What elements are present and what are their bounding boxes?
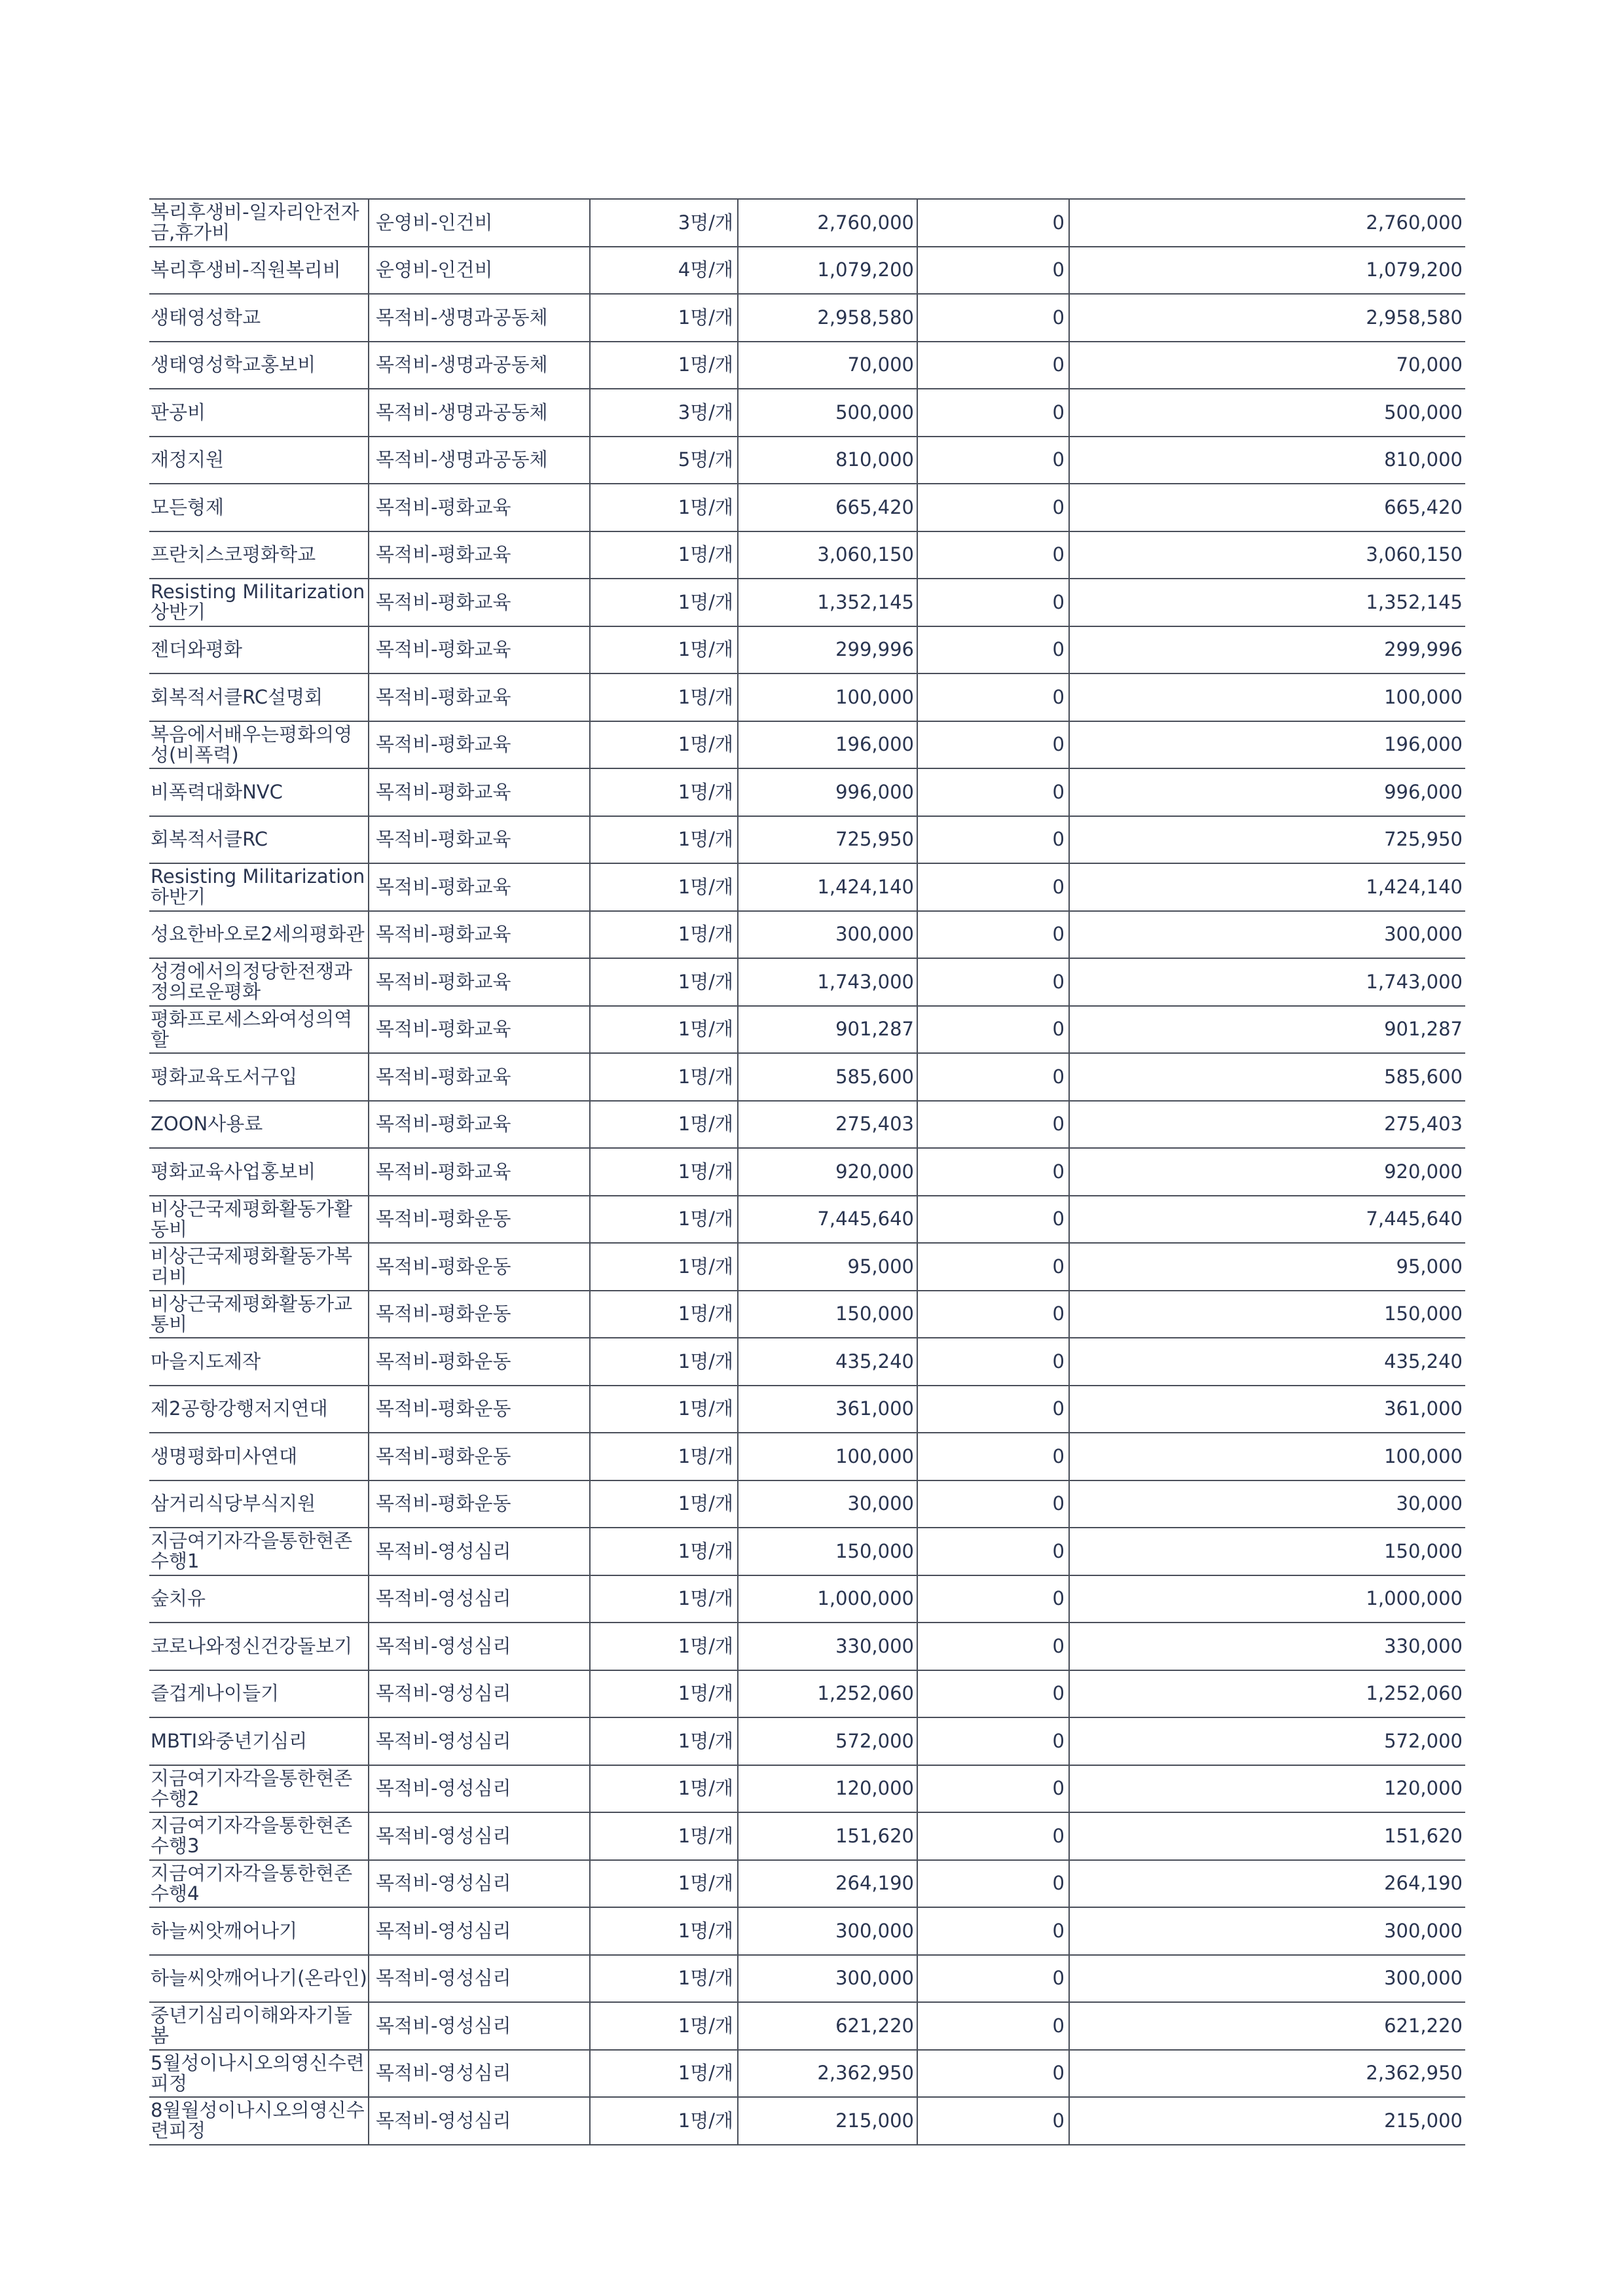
- amount-cell: 1,252,060: [738, 1670, 917, 1718]
- table-row: [149, 1338, 1465, 1386]
- total-cell: 585,600: [1069, 1053, 1465, 1101]
- category-cell: 목적비-평화교육: [369, 721, 590, 769]
- item-name-cell: 지금여기자각을통한현존수행4: [149, 1860, 369, 1908]
- budget-table-body: [149, 199, 1465, 2145]
- item-name-cell: 삼거리식당부식지원: [149, 1480, 369, 1528]
- category-cell: 목적비-평화교육: [369, 579, 590, 626]
- zero-cell: 0: [917, 1670, 1069, 1718]
- item-name-cell: 지금여기자각을통한현존수행2: [149, 1765, 369, 1813]
- zero-cell: 0: [917, 2050, 1069, 2098]
- amount-cell: 665,420: [738, 484, 917, 531]
- zero-cell: 0: [917, 342, 1069, 389]
- category-cell: 목적비-영성심리: [369, 1812, 590, 1860]
- unit-cell: 4명/개: [590, 247, 738, 295]
- table-row: [149, 1765, 1465, 1813]
- amount-cell: 572,000: [738, 1717, 917, 1765]
- amount-cell: 810,000: [738, 437, 917, 484]
- table-row: [149, 1101, 1465, 1149]
- table-row: [149, 626, 1465, 674]
- total-cell: 901,287: [1069, 1006, 1465, 1054]
- total-cell: 621,220: [1069, 2002, 1465, 2050]
- total-cell: 300,000: [1069, 1955, 1465, 2003]
- category-cell: 운영비-인건비: [369, 247, 590, 295]
- amount-cell: 196,000: [738, 721, 917, 769]
- item-name-cell: 하늘씨앗깨어나기(온라인): [149, 1955, 369, 2003]
- item-name-cell: 생태영성학교: [149, 294, 369, 342]
- table-row: [149, 484, 1465, 531]
- zero-cell: 0: [917, 1812, 1069, 1860]
- table-row: [149, 199, 1465, 247]
- category-cell: 목적비-평화교육: [369, 1006, 590, 1054]
- zero-cell: 0: [917, 1338, 1069, 1386]
- item-name-cell: 평화프로세스와여성의역할: [149, 1006, 369, 1054]
- budget-table: [149, 198, 1465, 2145]
- item-name-cell: Resisting Militarization상반기: [149, 579, 369, 626]
- category-cell: 목적비-평화교육: [369, 768, 590, 816]
- unit-cell: 1명/개: [590, 1053, 738, 1101]
- zero-cell: 0: [917, 1480, 1069, 1528]
- category-cell: 목적비-평화교육: [369, 626, 590, 674]
- unit-cell: 1명/개: [590, 1955, 738, 2003]
- amount-cell: 151,620: [738, 1812, 917, 1860]
- zero-cell: 0: [917, 1101, 1069, 1149]
- total-cell: 7,445,640: [1069, 1196, 1465, 1244]
- item-name-cell: ZOON사용료: [149, 1101, 369, 1149]
- item-name-cell: 프란치스코평화학교: [149, 531, 369, 579]
- item-name-cell: 성경에서의정당한전쟁과정의로운평화: [149, 958, 369, 1006]
- category-cell: 목적비-평화운동: [369, 1480, 590, 1528]
- item-name-cell: 회복적서클RC: [149, 816, 369, 864]
- item-name-cell: MBTI와중년기심리: [149, 1717, 369, 1765]
- item-name-cell: 숲치유: [149, 1575, 369, 1623]
- category-cell: 목적비-영성심리: [369, 2002, 590, 2050]
- amount-cell: 100,000: [738, 1433, 917, 1480]
- zero-cell: 0: [917, 1291, 1069, 1338]
- table-row: [149, 342, 1465, 389]
- total-cell: 151,620: [1069, 1812, 1465, 1860]
- total-cell: 264,190: [1069, 1860, 1465, 1908]
- unit-cell: 1명/개: [590, 1480, 738, 1528]
- amount-cell: 1,743,000: [738, 958, 917, 1006]
- category-cell: 목적비-평화교육: [369, 1148, 590, 1196]
- category-cell: 목적비-평화운동: [369, 1196, 590, 1244]
- total-cell: 95,000: [1069, 1243, 1465, 1291]
- total-cell: 1,000,000: [1069, 1575, 1465, 1623]
- total-cell: 300,000: [1069, 1907, 1465, 1955]
- amount-cell: 70,000: [738, 342, 917, 389]
- table-row: [149, 247, 1465, 295]
- item-name-cell: 비상근국제평화활동가활동비: [149, 1196, 369, 1244]
- amount-cell: 95,000: [738, 1243, 917, 1291]
- amount-cell: 264,190: [738, 1860, 917, 1908]
- zero-cell: 0: [917, 2097, 1069, 2145]
- amount-cell: 150,000: [738, 1528, 917, 1575]
- unit-cell: 1명/개: [590, 1765, 738, 1813]
- table-row: [149, 1243, 1465, 1291]
- table-row: [149, 958, 1465, 1006]
- table-row: [149, 1860, 1465, 1908]
- category-cell: 목적비-생명과공동체: [369, 294, 590, 342]
- table-row: [149, 389, 1465, 437]
- table-row: [149, 1006, 1465, 1054]
- category-cell: 목적비-생명과공동체: [369, 437, 590, 484]
- total-cell: 1,079,200: [1069, 247, 1465, 295]
- unit-cell: 1명/개: [590, 1243, 738, 1291]
- amount-cell: 996,000: [738, 768, 917, 816]
- zero-cell: 0: [917, 1433, 1069, 1480]
- unit-cell: 1명/개: [590, 1386, 738, 1433]
- item-name-cell: 모든형제: [149, 484, 369, 531]
- amount-cell: 30,000: [738, 1480, 917, 1528]
- unit-cell: 5명/개: [590, 437, 738, 484]
- zero-cell: 0: [917, 199, 1069, 247]
- zero-cell: 0: [917, 294, 1069, 342]
- total-cell: 215,000: [1069, 2097, 1465, 2145]
- total-cell: 920,000: [1069, 1148, 1465, 1196]
- zero-cell: 0: [917, 1717, 1069, 1765]
- item-name-cell: 마을지도제작: [149, 1338, 369, 1386]
- item-name-cell: 평화교육도서구입: [149, 1053, 369, 1101]
- total-cell: 100,000: [1069, 673, 1465, 721]
- item-name-cell: 재정지원: [149, 437, 369, 484]
- category-cell: 목적비-평화교육: [369, 863, 590, 911]
- unit-cell: 1명/개: [590, 626, 738, 674]
- total-cell: 196,000: [1069, 721, 1465, 769]
- unit-cell: 3명/개: [590, 199, 738, 247]
- total-cell: 3,060,150: [1069, 531, 1465, 579]
- total-cell: 435,240: [1069, 1338, 1465, 1386]
- amount-cell: 361,000: [738, 1386, 917, 1433]
- unit-cell: 1명/개: [590, 342, 738, 389]
- unit-cell: 1명/개: [590, 531, 738, 579]
- total-cell: 810,000: [1069, 437, 1465, 484]
- unit-cell: 1명/개: [590, 579, 738, 626]
- table-row: [149, 1623, 1465, 1670]
- total-cell: 275,403: [1069, 1101, 1465, 1149]
- unit-cell: 1명/개: [590, 1575, 738, 1623]
- category-cell: 목적비-평화교육: [369, 1053, 590, 1101]
- zero-cell: 0: [917, 958, 1069, 1006]
- amount-cell: 100,000: [738, 673, 917, 721]
- item-name-cell: 제2공항강행저지연대: [149, 1386, 369, 1433]
- table-row: [149, 437, 1465, 484]
- amount-cell: 435,240: [738, 1338, 917, 1386]
- table-row: [149, 721, 1465, 769]
- category-cell: 목적비-평화교육: [369, 816, 590, 864]
- table-row: [149, 1955, 1465, 2003]
- item-name-cell: 판공비: [149, 389, 369, 437]
- unit-cell: 1명/개: [590, 1717, 738, 1765]
- category-cell: 목적비-영성심리: [369, 1955, 590, 2003]
- table-row: [149, 1575, 1465, 1623]
- item-name-cell: 생태영성학교홍보비: [149, 342, 369, 389]
- table-row: [149, 911, 1465, 959]
- zero-cell: 0: [917, 626, 1069, 674]
- amount-cell: 901,287: [738, 1006, 917, 1054]
- item-name-cell: 비상근국제평화활동가교통비: [149, 1291, 369, 1338]
- category-cell: 목적비-평화운동: [369, 1291, 590, 1338]
- unit-cell: 1명/개: [590, 2097, 738, 2145]
- unit-cell: 3명/개: [590, 389, 738, 437]
- table-row: [149, 816, 1465, 864]
- category-cell: 목적비-평화운동: [369, 1338, 590, 1386]
- amount-cell: 215,000: [738, 2097, 917, 2145]
- total-cell: 1,743,000: [1069, 958, 1465, 1006]
- category-cell: 목적비-영성심리: [369, 1907, 590, 1955]
- unit-cell: 1명/개: [590, 2050, 738, 2098]
- amount-cell: 275,403: [738, 1101, 917, 1149]
- zero-cell: 0: [917, 911, 1069, 959]
- total-cell: 120,000: [1069, 1765, 1465, 1813]
- total-cell: 299,996: [1069, 626, 1465, 674]
- amount-cell: 7,445,640: [738, 1196, 917, 1244]
- unit-cell: 1명/개: [590, 1338, 738, 1386]
- amount-cell: 1,079,200: [738, 247, 917, 295]
- table-row: [149, 1907, 1465, 1955]
- total-cell: 361,000: [1069, 1386, 1465, 1433]
- unit-cell: 1명/개: [590, 1907, 738, 1955]
- amount-cell: 1,424,140: [738, 863, 917, 911]
- amount-cell: 2,760,000: [738, 199, 917, 247]
- item-name-cell: 복음에서배우는평화의영성(비폭력): [149, 721, 369, 769]
- table-row: [149, 531, 1465, 579]
- category-cell: 목적비-평화운동: [369, 1433, 590, 1480]
- zero-cell: 0: [917, 1053, 1069, 1101]
- item-name-cell: 지금여기자각을통한현존수행3: [149, 1812, 369, 1860]
- zero-cell: 0: [917, 768, 1069, 816]
- unit-cell: 1명/개: [590, 911, 738, 959]
- zero-cell: 0: [917, 1148, 1069, 1196]
- amount-cell: 725,950: [738, 816, 917, 864]
- unit-cell: 1명/개: [590, 768, 738, 816]
- total-cell: 2,958,580: [1069, 294, 1465, 342]
- item-name-cell: 평화교육사업홍보비: [149, 1148, 369, 1196]
- amount-cell: 920,000: [738, 1148, 917, 1196]
- zero-cell: 0: [917, 721, 1069, 769]
- amount-cell: 3,060,150: [738, 531, 917, 579]
- total-cell: 150,000: [1069, 1291, 1465, 1338]
- category-cell: 목적비-영성심리: [369, 2097, 590, 2145]
- unit-cell: 1명/개: [590, 721, 738, 769]
- category-cell: 목적비-영성심리: [369, 1670, 590, 1718]
- item-name-cell: 젠더와평화: [149, 626, 369, 674]
- amount-cell: 1,352,145: [738, 579, 917, 626]
- unit-cell: 1명/개: [590, 2002, 738, 2050]
- category-cell: 목적비-생명과공동체: [369, 389, 590, 437]
- table-row: [149, 863, 1465, 911]
- table-row: [149, 2050, 1465, 2098]
- item-name-cell: 복리후생비-일자리안전자금,휴가비: [149, 199, 369, 247]
- total-cell: 725,950: [1069, 816, 1465, 864]
- unit-cell: 1명/개: [590, 1812, 738, 1860]
- item-name-cell: 성요한바오로2세의평화관: [149, 911, 369, 959]
- unit-cell: 1명/개: [590, 1291, 738, 1338]
- unit-cell: 1명/개: [590, 1623, 738, 1670]
- zero-cell: 0: [917, 1623, 1069, 1670]
- table-row: [149, 2097, 1465, 2145]
- item-name-cell: 즐겁게나이들기: [149, 1670, 369, 1718]
- unit-cell: 1명/개: [590, 958, 738, 1006]
- category-cell: 목적비-생명과공동체: [369, 342, 590, 389]
- table-row: [149, 1291, 1465, 1338]
- zero-cell: 0: [917, 2002, 1069, 2050]
- table-row: [149, 1386, 1465, 1433]
- zero-cell: 0: [917, 1386, 1069, 1433]
- item-name-cell: 비폭력대화NVC: [149, 768, 369, 816]
- total-cell: 572,000: [1069, 1717, 1465, 1765]
- zero-cell: 0: [917, 673, 1069, 721]
- unit-cell: 1명/개: [590, 816, 738, 864]
- amount-cell: 2,958,580: [738, 294, 917, 342]
- total-cell: 150,000: [1069, 1528, 1465, 1575]
- table-row: [149, 1053, 1465, 1101]
- table-row: [149, 673, 1465, 721]
- zero-cell: 0: [917, 816, 1069, 864]
- category-cell: 목적비-평화교육: [369, 958, 590, 1006]
- table-row: [149, 1528, 1465, 1575]
- zero-cell: 0: [917, 1860, 1069, 1908]
- total-cell: 300,000: [1069, 911, 1465, 959]
- total-cell: 500,000: [1069, 389, 1465, 437]
- table-row: [149, 1148, 1465, 1196]
- zero-cell: 0: [917, 863, 1069, 911]
- total-cell: 30,000: [1069, 1480, 1465, 1528]
- unit-cell: 1명/개: [590, 1670, 738, 1718]
- unit-cell: 1명/개: [590, 1528, 738, 1575]
- unit-cell: 1명/개: [590, 1196, 738, 1244]
- category-cell: 목적비-영성심리: [369, 1717, 590, 1765]
- category-cell: 목적비-평화교육: [369, 531, 590, 579]
- amount-cell: 299,996: [738, 626, 917, 674]
- amount-cell: 2,362,950: [738, 2050, 917, 2098]
- zero-cell: 0: [917, 1243, 1069, 1291]
- total-cell: 1,352,145: [1069, 579, 1465, 626]
- amount-cell: 585,600: [738, 1053, 917, 1101]
- unit-cell: 1명/개: [590, 1101, 738, 1149]
- amount-cell: 500,000: [738, 389, 917, 437]
- zero-cell: 0: [917, 1528, 1069, 1575]
- item-name-cell: 복리후생비-직원복리비: [149, 247, 369, 295]
- category-cell: 목적비-영성심리: [369, 2050, 590, 2098]
- category-cell: 목적비-평화운동: [369, 1386, 590, 1433]
- zero-cell: 0: [917, 1575, 1069, 1623]
- table-row: [149, 768, 1465, 816]
- amount-cell: 621,220: [738, 2002, 917, 2050]
- item-name-cell: 지금여기자각을통한현존수행1: [149, 1528, 369, 1575]
- category-cell: 목적비-평화교육: [369, 484, 590, 531]
- unit-cell: 1명/개: [590, 484, 738, 531]
- zero-cell: 0: [917, 437, 1069, 484]
- unit-cell: 1명/개: [590, 1006, 738, 1054]
- unit-cell: 1명/개: [590, 673, 738, 721]
- amount-cell: 150,000: [738, 1291, 917, 1338]
- total-cell: 2,362,950: [1069, 2050, 1465, 2098]
- item-name-cell: 생명평화미사연대: [149, 1433, 369, 1480]
- category-cell: 목적비-평화교육: [369, 1101, 590, 1149]
- amount-cell: 300,000: [738, 911, 917, 959]
- zero-cell: 0: [917, 1955, 1069, 2003]
- total-cell: 330,000: [1069, 1623, 1465, 1670]
- total-cell: 996,000: [1069, 768, 1465, 816]
- total-cell: 70,000: [1069, 342, 1465, 389]
- category-cell: 목적비-영성심리: [369, 1623, 590, 1670]
- zero-cell: 0: [917, 484, 1069, 531]
- amount-cell: 120,000: [738, 1765, 917, 1813]
- unit-cell: 1명/개: [590, 1433, 738, 1480]
- amount-cell: 330,000: [738, 1623, 917, 1670]
- category-cell: 목적비-평화교육: [369, 911, 590, 959]
- unit-cell: 1명/개: [590, 863, 738, 911]
- amount-cell: 300,000: [738, 1907, 917, 1955]
- zero-cell: 0: [917, 389, 1069, 437]
- total-cell: 665,420: [1069, 484, 1465, 531]
- item-name-cell: 5월성이나시오의영신수련피정: [149, 2050, 369, 2098]
- total-cell: 2,760,000: [1069, 199, 1465, 247]
- category-cell: 목적비-평화운동: [369, 1243, 590, 1291]
- zero-cell: 0: [917, 531, 1069, 579]
- zero-cell: 0: [917, 1196, 1069, 1244]
- category-cell: 목적비-영성심리: [369, 1528, 590, 1575]
- item-name-cell: 비상근국제평화활동가복리비: [149, 1243, 369, 1291]
- table-row: [149, 1812, 1465, 1860]
- zero-cell: 0: [917, 579, 1069, 626]
- category-cell: 목적비-영성심리: [369, 1765, 590, 1813]
- table-row: [149, 2002, 1465, 2050]
- item-name-cell: 8월월성이나시오의영신수련피정: [149, 2097, 369, 2145]
- amount-cell: 300,000: [738, 1955, 917, 2003]
- table-row: [149, 1433, 1465, 1480]
- category-cell: 목적비-영성심리: [369, 1575, 590, 1623]
- amount-cell: 1,000,000: [738, 1575, 917, 1623]
- item-name-cell: 회복적서클RC설명회: [149, 673, 369, 721]
- zero-cell: 0: [917, 1765, 1069, 1813]
- category-cell: 목적비-평화교육: [369, 673, 590, 721]
- item-name-cell: 하늘씨앗깨어나기: [149, 1907, 369, 1955]
- total-cell: 100,000: [1069, 1433, 1465, 1480]
- table-row: [149, 1196, 1465, 1244]
- table-row: [149, 579, 1465, 626]
- category-cell: 목적비-영성심리: [369, 1860, 590, 1908]
- category-cell: 운영비-인건비: [369, 199, 590, 247]
- table-row: [149, 1717, 1465, 1765]
- unit-cell: 1명/개: [590, 294, 738, 342]
- total-cell: 1,252,060: [1069, 1670, 1465, 1718]
- item-name-cell: Resisting Militarization하반기: [149, 863, 369, 911]
- total-cell: 1,424,140: [1069, 863, 1465, 911]
- zero-cell: 0: [917, 1006, 1069, 1054]
- unit-cell: 1명/개: [590, 1860, 738, 1908]
- item-name-cell: 코로나와정신건강돌보기: [149, 1623, 369, 1670]
- table-row: [149, 1480, 1465, 1528]
- table-row: [149, 294, 1465, 342]
- zero-cell: 0: [917, 247, 1069, 295]
- item-name-cell: 중년기심리이해와자기돌봄: [149, 2002, 369, 2050]
- unit-cell: 1명/개: [590, 1148, 738, 1196]
- table-row: [149, 1670, 1465, 1718]
- zero-cell: 0: [917, 1907, 1069, 1955]
